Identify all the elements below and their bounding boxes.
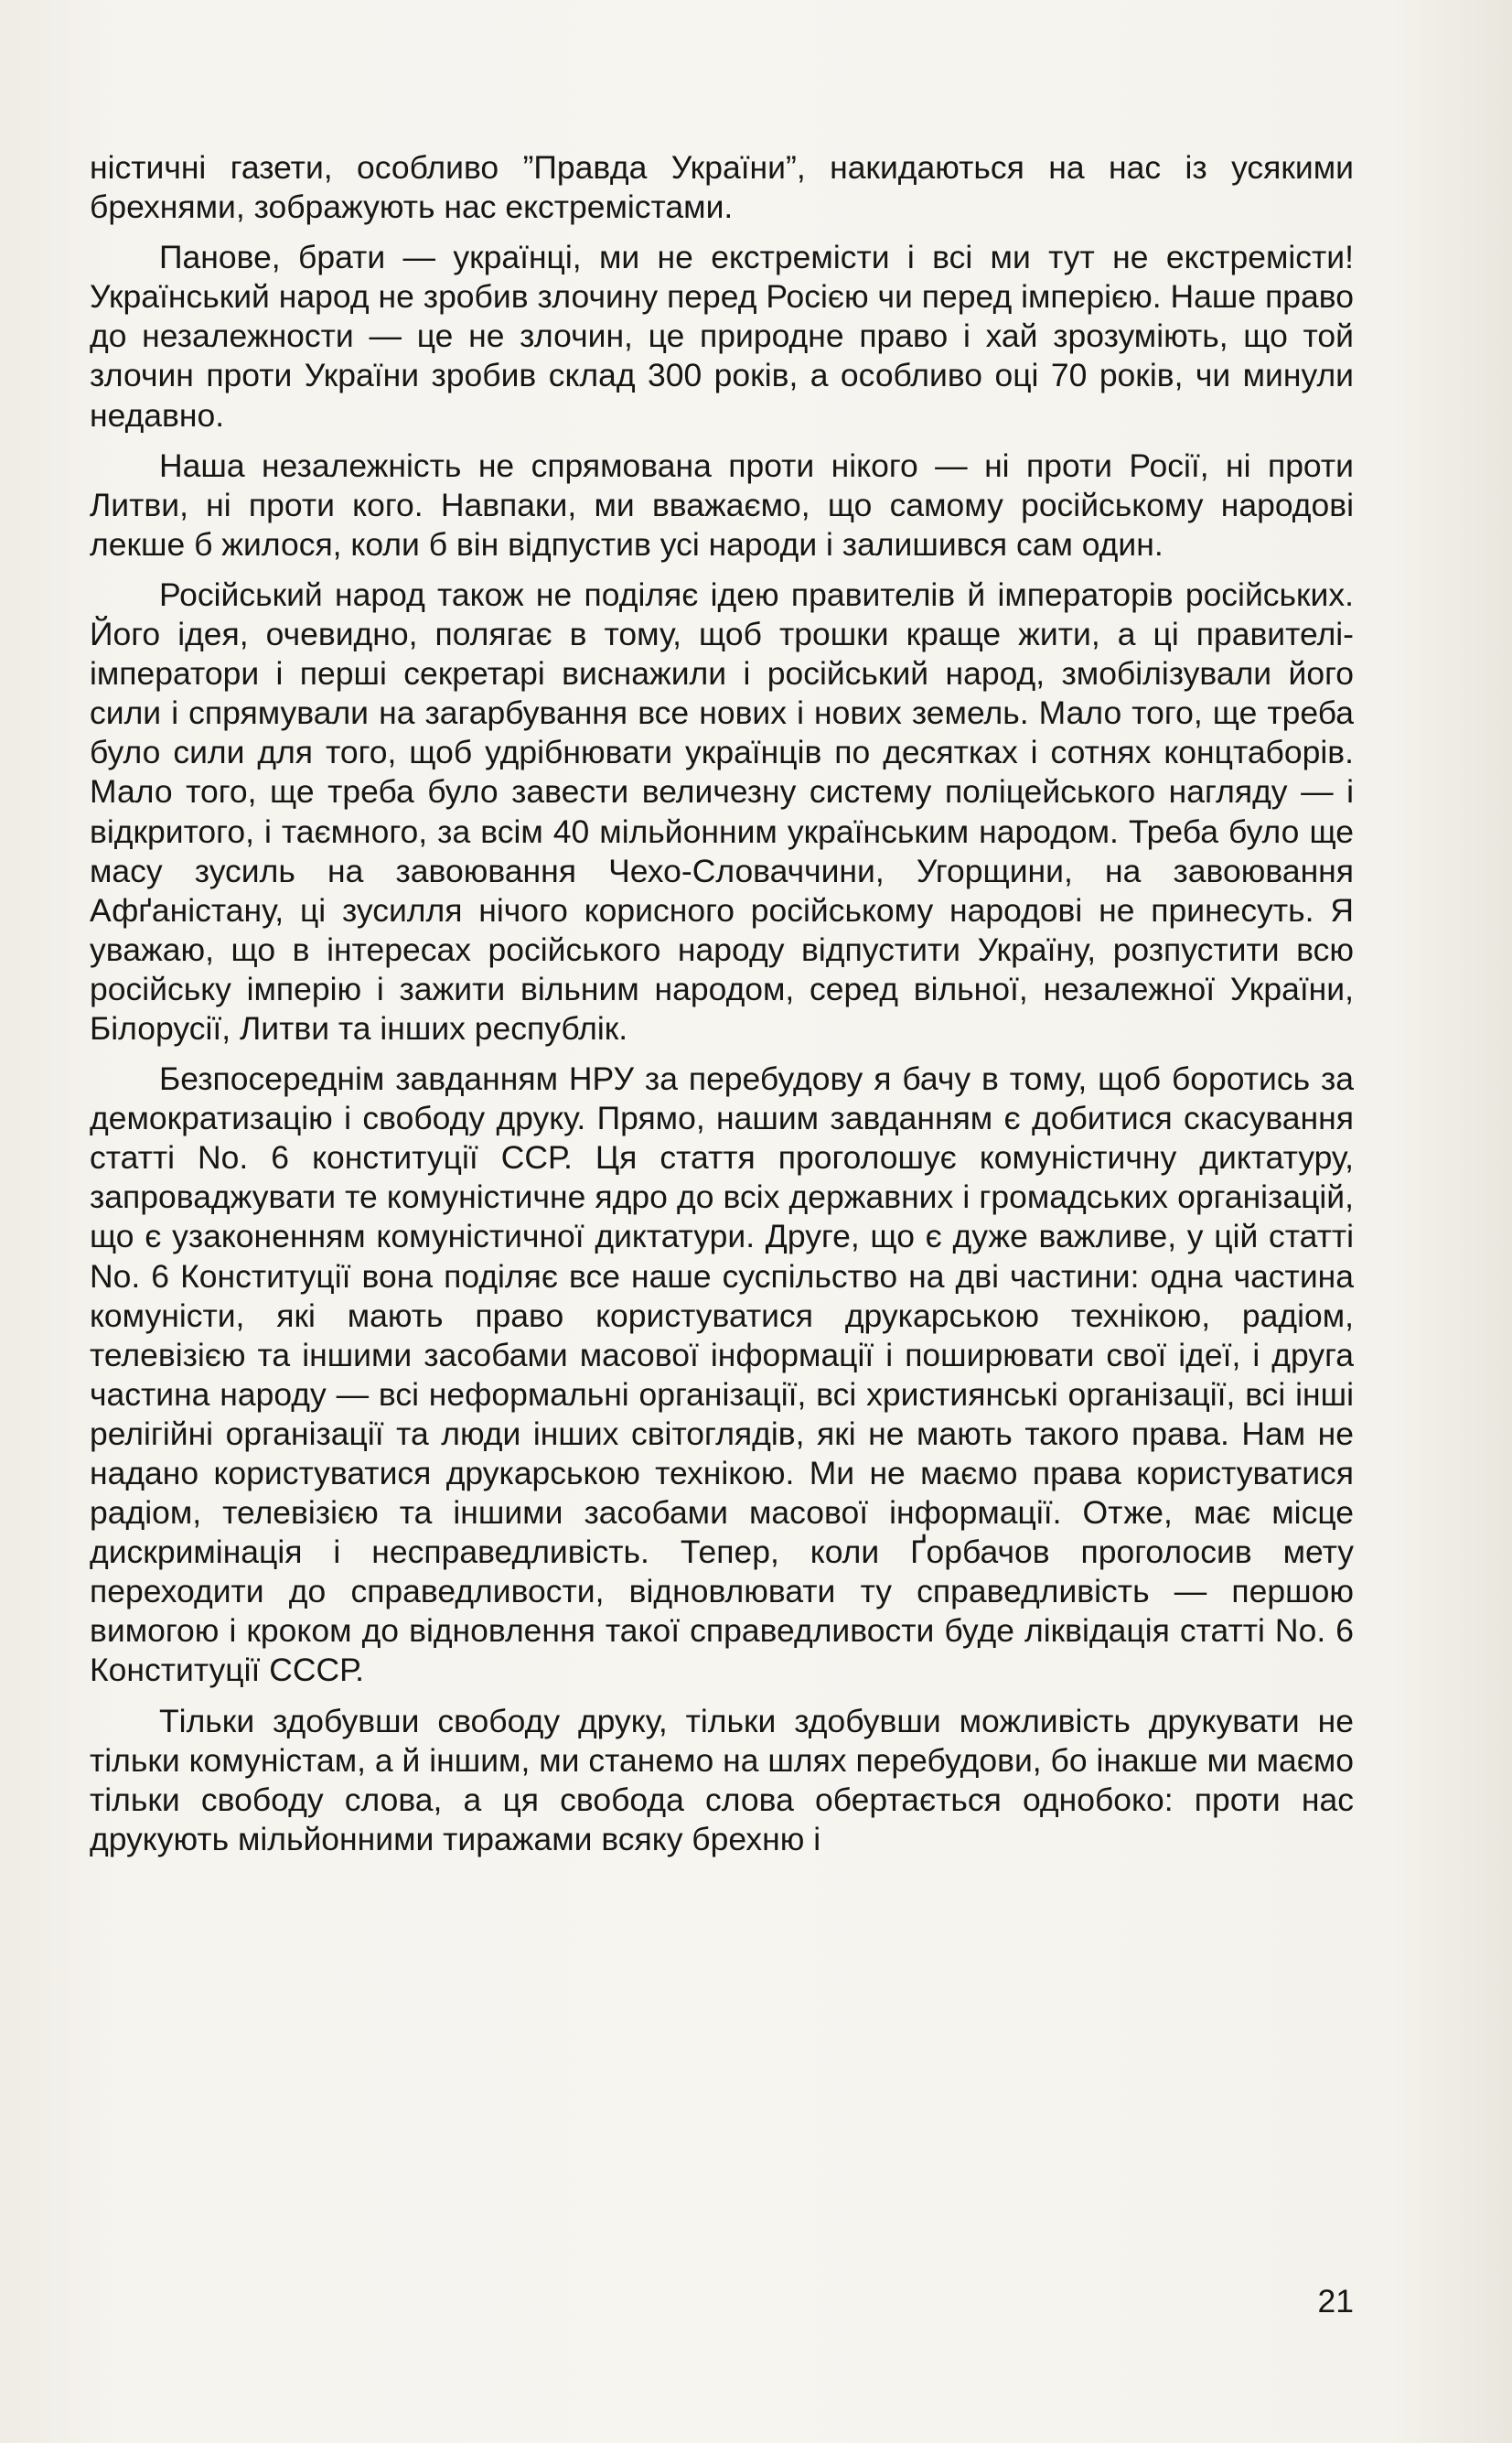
- paragraph-3: Наша незалежність не спрямована проти нікого — ні проти Росії, ні проти Литви, ні проти кого. Навпаки, ми вважаємо, що самому російському народові лекше б жилося, коли б він відпустив усі народи і залишився сам один.: [90, 447, 1354, 563]
- paragraph-1: ністичні газети, особливо ”Правда України”, накидаються на нас із усякими брехнями, зображують нас екстремістами.: [90, 149, 1354, 226]
- paragraph-4: Російський народ також не поділяє ідею правителів й імператорів російських. Його ідея, очевидно, полягає в тому, щоб трошки краще жити, а ці правителі-імператори і перші секретарі виснажили і російський народ, змобілізували його сили і спрямували на загарбування все нових і нових земель. Мало того, ще треба було сили для того, щоб удрібнювати українців по десятках і сотнях концтаборів. Мало того, ще треба було завести величезну систему поліцейського нагляду — і відкритого, і таємного, за всім 40 мільйонним українським народом. Треба було ще масу зусиль на завоювання Чехо-Словаччини, Угорщини, на завоювання Афґаністану, ці зусилля нічого корисного російському народові не принесуть. Я уважаю, що в інтересах російського народу відпустити Україну, розпустити всю російську імперію і зажити вільним народом, серед вільної, незалежної України, Білорусії, Литви та інших республік.: [90, 576, 1354, 1047]
- body-text: [90, 148, 1354, 1870]
- paragraph-6: Тільки здобувши свободу друку, тільки здобувши можливість друкувати не тільки комуністам, а й іншим, ми станемо на шлях перебудови, бо інакше ми маємо тільки свободу слова, а ця свобода слова обертається однобоко: проти нас друкують мільйонними тиражами всяку брехню і: [90, 1702, 1354, 1857]
- paragraph-5: Безпосереднім завданням НРУ за перебудову я бачу в тому, щоб боротись за демократизацію і свободу друку. Прямо, нашим завданням є добитися скасування статті No. 6 конституції ССР. Ця стаття проголошує комуністичну диктатуру, запроваджувати те комуністичне ядро до всіх державних і громадських організацій, що є узаконенням комуністичної диктатури. Друге, що є дуже важливе, у цій статті No. 6 Конституції вона поділяє все наше суспільство на дві частини: одна частина комуністи, які мають право користуватися друкарською технікою, радіом, телевізією та іншими засобами масової інформації і поширювати свої ідеї, і друга частина народу — всі неформальні організації, всі християнські організації, всі інші релігійні організації та люди інших світоглядів, які не мають такого права. Нам не надано користуватися друкарською технікою. Ми не маємо права користуватися радіом, телевізією та іншими засобами масової інформації. Отже, має місце дискримінація і несправедливість. Тепер, коли Ґорбачов проголосив мету переходити до справедливости, відновлювати ту справедливість — першою вимогою і кроком до відновлення такої справедливости буде ліквідація статті No. 6 Конституції СССР.: [90, 1060, 1354, 1689]
- page-number: 21: [1317, 2283, 1354, 2319]
- paragraph-2: Панове, брати — українці, ми не екстремісти і всі ми тут не екстремісти! Український народ не зробив злочину перед Росією чи перед імперією. Наше право до незалежности — це не злочин, це природне право і хай зрозуміють, що той злочин проти України зробив склад 300 років, а особливо оці 70 років, чи минули недавно.: [90, 239, 1354, 434]
